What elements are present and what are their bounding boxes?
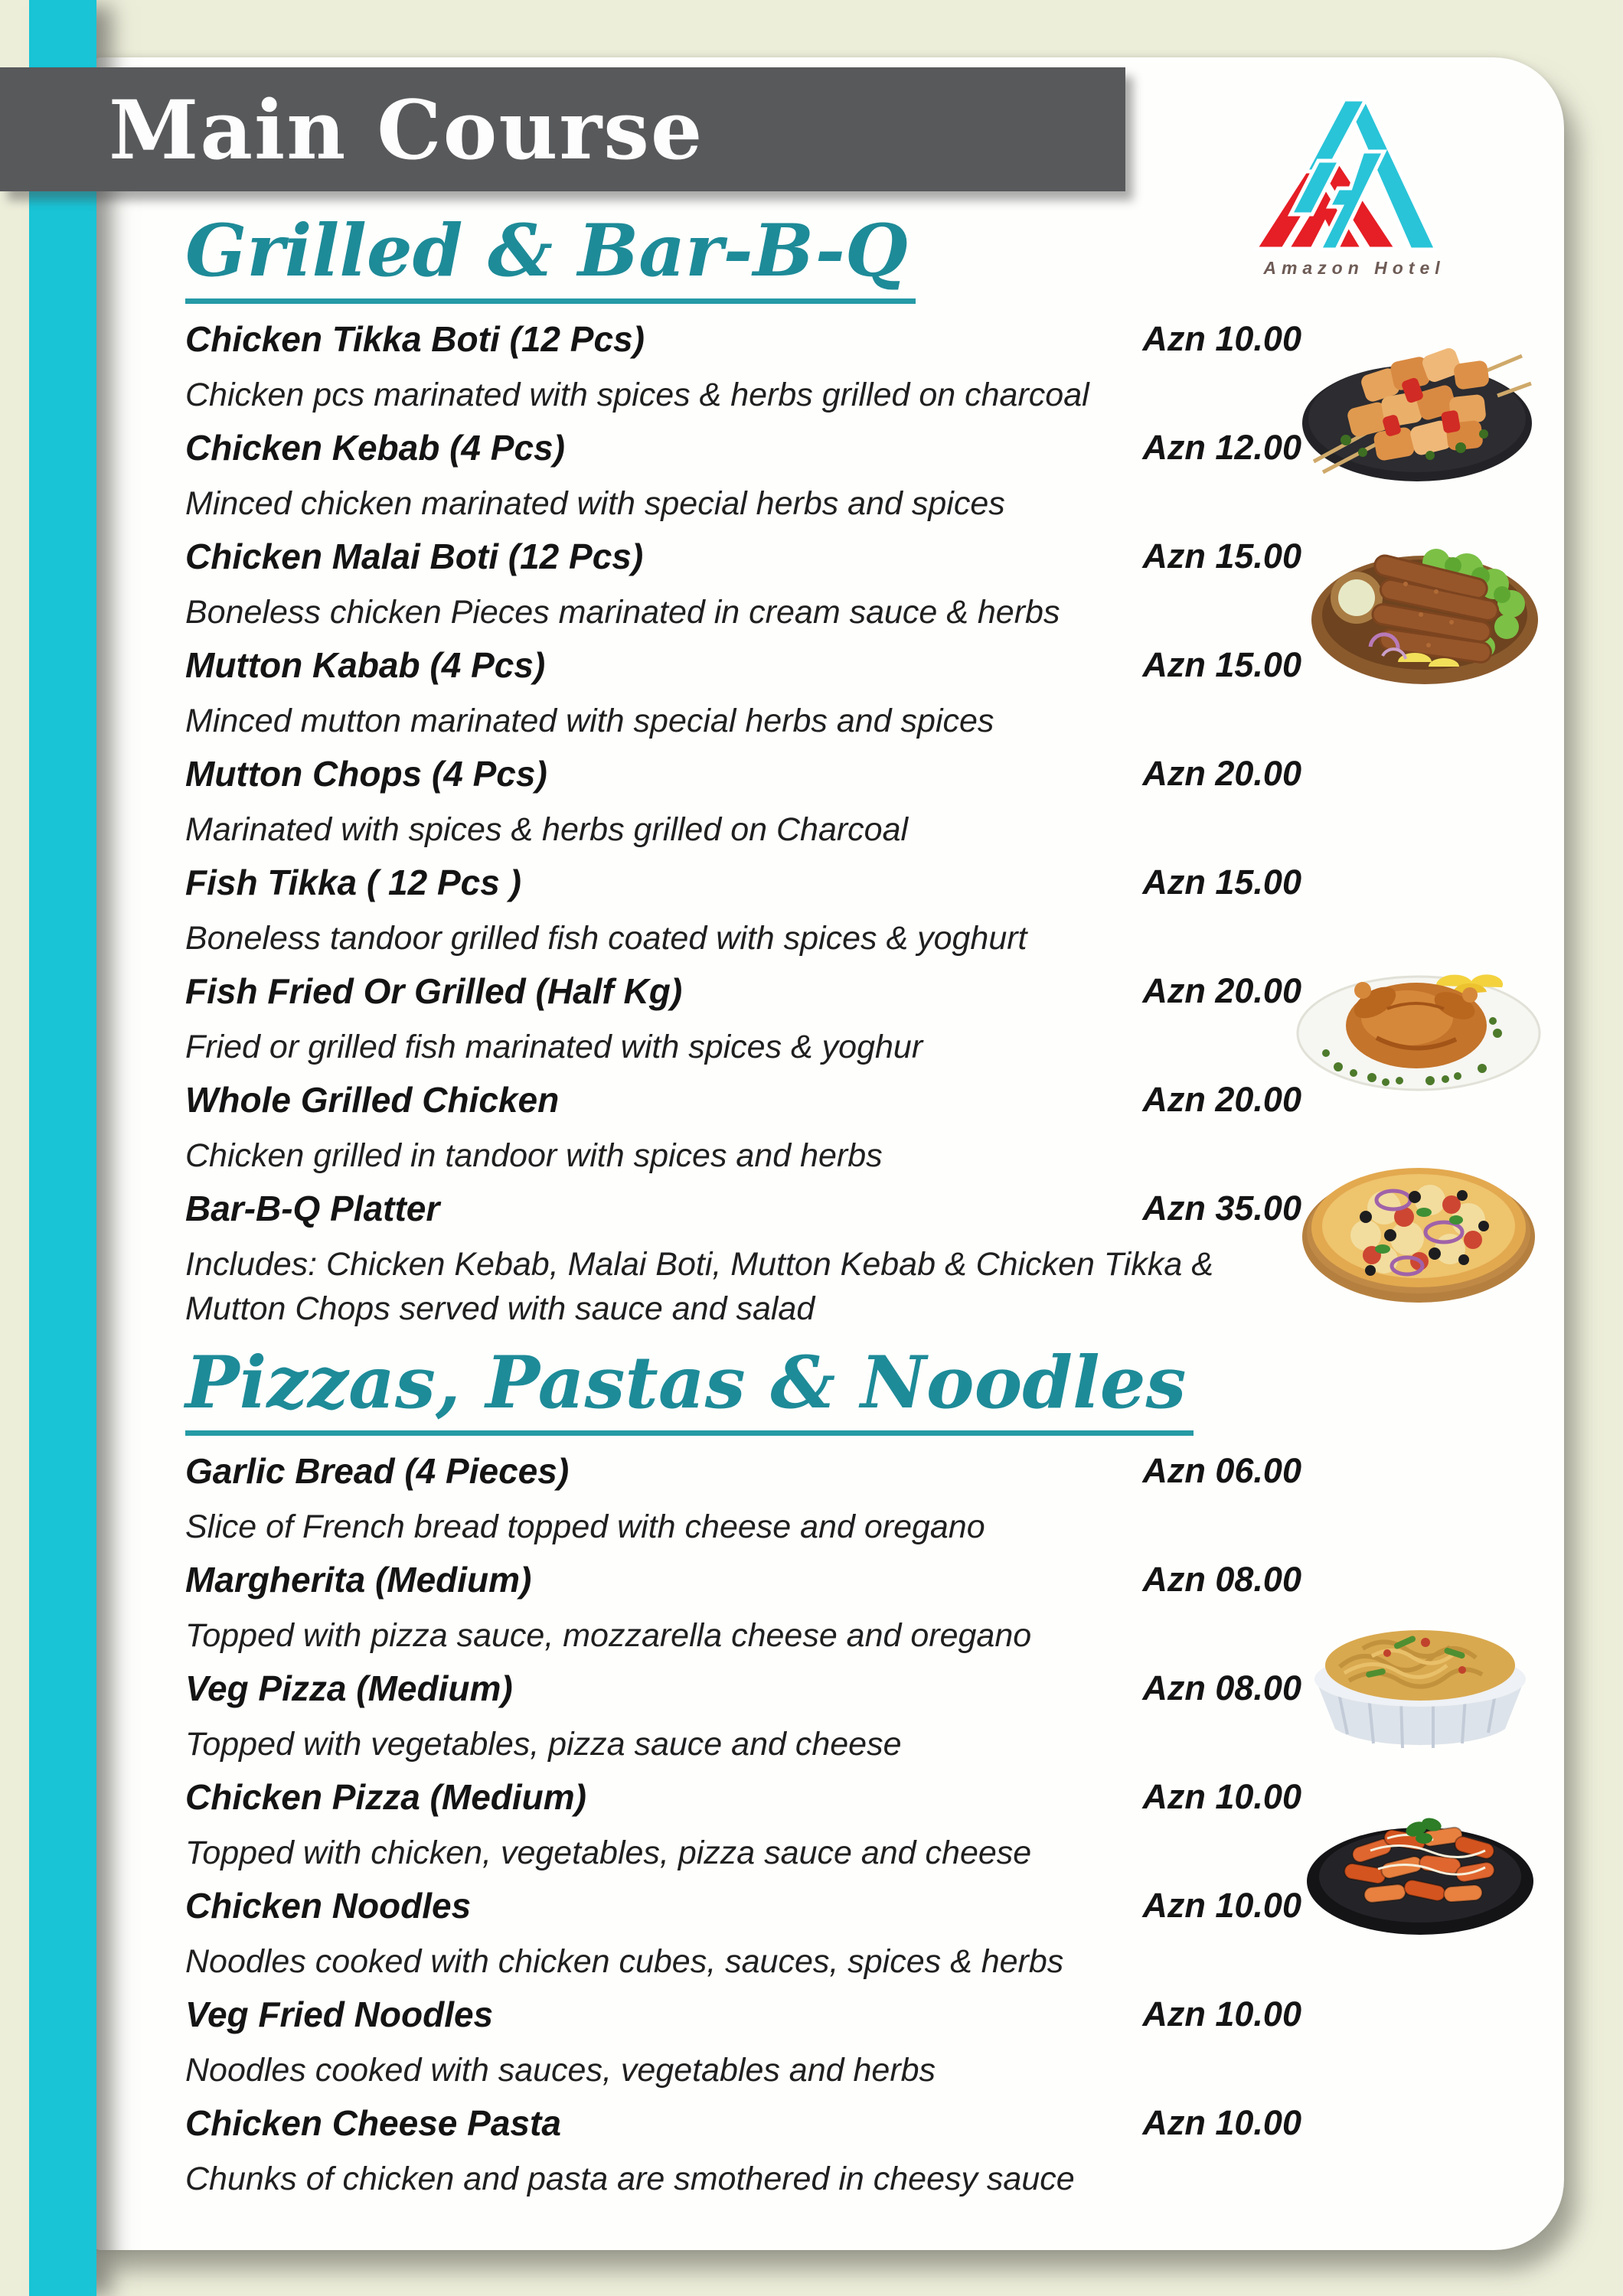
- mutton-kabab-platter-photo: [1306, 524, 1543, 689]
- item-price: Azn 15.00: [1142, 645, 1301, 684]
- pizza-icon: [1292, 1146, 1545, 1307]
- item-price: Azn 10.00: [1142, 1886, 1301, 1925]
- item-price: Azn 15.00: [1142, 863, 1301, 902]
- item-price: Azn 15.00: [1142, 536, 1301, 576]
- menu-item: [185, 2095, 1305, 2204]
- item-desc: Minced mutton marinated with special herbs and spices: [185, 703, 994, 739]
- item-price: Azn 08.00: [1142, 1560, 1301, 1599]
- menu-item: [185, 311, 1305, 420]
- item-desc: Topped with pizza sauce, mozzarella cheese and oregano: [185, 1617, 1032, 1654]
- item-name: Chicken Cheese Pasta: [185, 2103, 561, 2143]
- menu-item: [185, 1878, 1305, 1987]
- item-desc: Boneless chicken Pieces marinated in cream sauce & herbs: [185, 594, 1060, 631]
- chicken-tikka-skewers-photo: [1292, 325, 1541, 490]
- menu-item: [185, 1552, 1305, 1661]
- menu-item: [185, 964, 1305, 1072]
- menu-item: [185, 1443, 1305, 1552]
- item-price: Azn 08.00: [1142, 1668, 1301, 1707]
- item-desc: Chicken pcs marinated with spices & herbs grilled on charcoal: [185, 377, 1089, 413]
- menu-item: [185, 420, 1305, 529]
- item-name: Chicken Noodles: [185, 1886, 472, 1926]
- whole-grilled-chicken-photo: [1292, 955, 1545, 1097]
- page-header-bar: [0, 67, 1125, 191]
- item-name: Chicken Kebab (4 Pcs): [185, 428, 565, 468]
- item-name: Veg Pizza (Medium): [185, 1668, 513, 1708]
- section-heading-grilled: Grilled & Bar-B-Q: [185, 213, 916, 304]
- item-desc: Fried or grilled fish marinated with spices & yoghur: [185, 1029, 923, 1065]
- item-name: Fish Tikka ( 12 Pcs ): [185, 863, 521, 902]
- item-price: Azn 10.00: [1142, 319, 1301, 358]
- fried-noodles-icon: [1301, 1606, 1539, 1755]
- item-price: Azn 12.00: [1142, 428, 1301, 467]
- item-desc: Marinated with spices & herbs grilled on Charcoal: [185, 811, 909, 848]
- item-name: Mutton Kabab (4 Pcs): [185, 645, 546, 685]
- item-price: Azn 20.00: [1142, 1080, 1301, 1119]
- item-desc: Chunks of chicken and pasta are smothered in cheesy sauce: [185, 2161, 1075, 2197]
- item-name: Veg Fried Noodles: [185, 1994, 494, 2034]
- left-accent-stripe: [29, 0, 96, 2296]
- menu-content: [185, 209, 1305, 2204]
- item-desc: Noodles cooked with sauces, vegetables and herbs: [185, 2052, 936, 2089]
- item-price: Azn 10.00: [1142, 1994, 1301, 2033]
- menu-item: [185, 1181, 1305, 1334]
- item-name: Bar-B-Q Platter: [185, 1189, 440, 1228]
- item-name: Garlic Bread (4 Pieces): [185, 1451, 570, 1491]
- mutton-kabab-platter-icon: [1306, 524, 1543, 689]
- menu-item: [185, 1072, 1305, 1181]
- menu-item: [185, 638, 1305, 746]
- item-price: Azn 20.00: [1142, 971, 1301, 1010]
- item-name: Margherita (Medium): [185, 1560, 532, 1600]
- menu-item: [185, 746, 1305, 855]
- item-desc: Topped with vegetables, pizza sauce and cheese: [185, 1726, 902, 1763]
- item-desc: Topped with chicken, vegetables, pizza sauce and cheese: [185, 1835, 1032, 1871]
- chicken-tikka-skewers-icon: [1292, 325, 1541, 490]
- item-name: Mutton Chops (4 Pcs): [185, 754, 547, 794]
- item-name: Chicken Malai Boti (12 Pcs): [185, 536, 644, 576]
- section-heading-pizzas: Pizzas, Pastas & Noodles: [185, 1345, 1194, 1436]
- page-title: Main Course: [109, 81, 704, 178]
- cheese-pasta-icon: [1301, 1789, 1539, 1939]
- item-desc: Includes: Chicken Kebab, Malai Boti, Mutton Kebab & Chicken Tikka & Mutton Chops served with sauce and salad: [185, 1246, 1213, 1327]
- item-price: Azn 06.00: [1142, 1451, 1301, 1490]
- menu-item: [185, 855, 1305, 964]
- menu-item: [185, 529, 1305, 638]
- fried-noodles-photo: [1301, 1606, 1539, 1755]
- item-name: Chicken Pizza (Medium): [185, 1777, 586, 1817]
- item-desc: Minced chicken marinated with special herbs and spices: [185, 485, 1005, 522]
- item-price: Azn 10.00: [1142, 2103, 1301, 2142]
- whole-grilled-chicken-icon: [1292, 955, 1545, 1097]
- item-price: Azn 35.00: [1142, 1189, 1301, 1228]
- item-desc: Chicken grilled in tandoor with spices and herbs: [185, 1137, 883, 1174]
- item-desc: Boneless tandoor grilled fish coated with spices & yoghurt: [185, 920, 1027, 957]
- item-desc: Slice of French bread topped with cheese and oregano: [185, 1508, 985, 1545]
- item-price: Azn 20.00: [1142, 754, 1301, 793]
- item-name: Chicken Tikka Boti (12 Pcs): [185, 319, 645, 359]
- item-desc: Noodles cooked with chicken cubes, sauces, spices & herbs: [185, 1943, 1064, 1980]
- menu-item: [185, 1987, 1305, 2095]
- item-price: Azn 10.00: [1142, 1777, 1301, 1816]
- pizza-photo: [1292, 1146, 1545, 1307]
- item-name: Fish Fried Or Grilled (Half Kg): [185, 971, 683, 1011]
- hotel-logo-text: Amazon Hotel: [1263, 258, 1445, 278]
- menu-item: [185, 1661, 1305, 1769]
- item-name: Whole Grilled Chicken: [185, 1080, 560, 1120]
- cheese-pasta-photo: [1301, 1789, 1539, 1939]
- menu-item: [185, 1769, 1305, 1878]
